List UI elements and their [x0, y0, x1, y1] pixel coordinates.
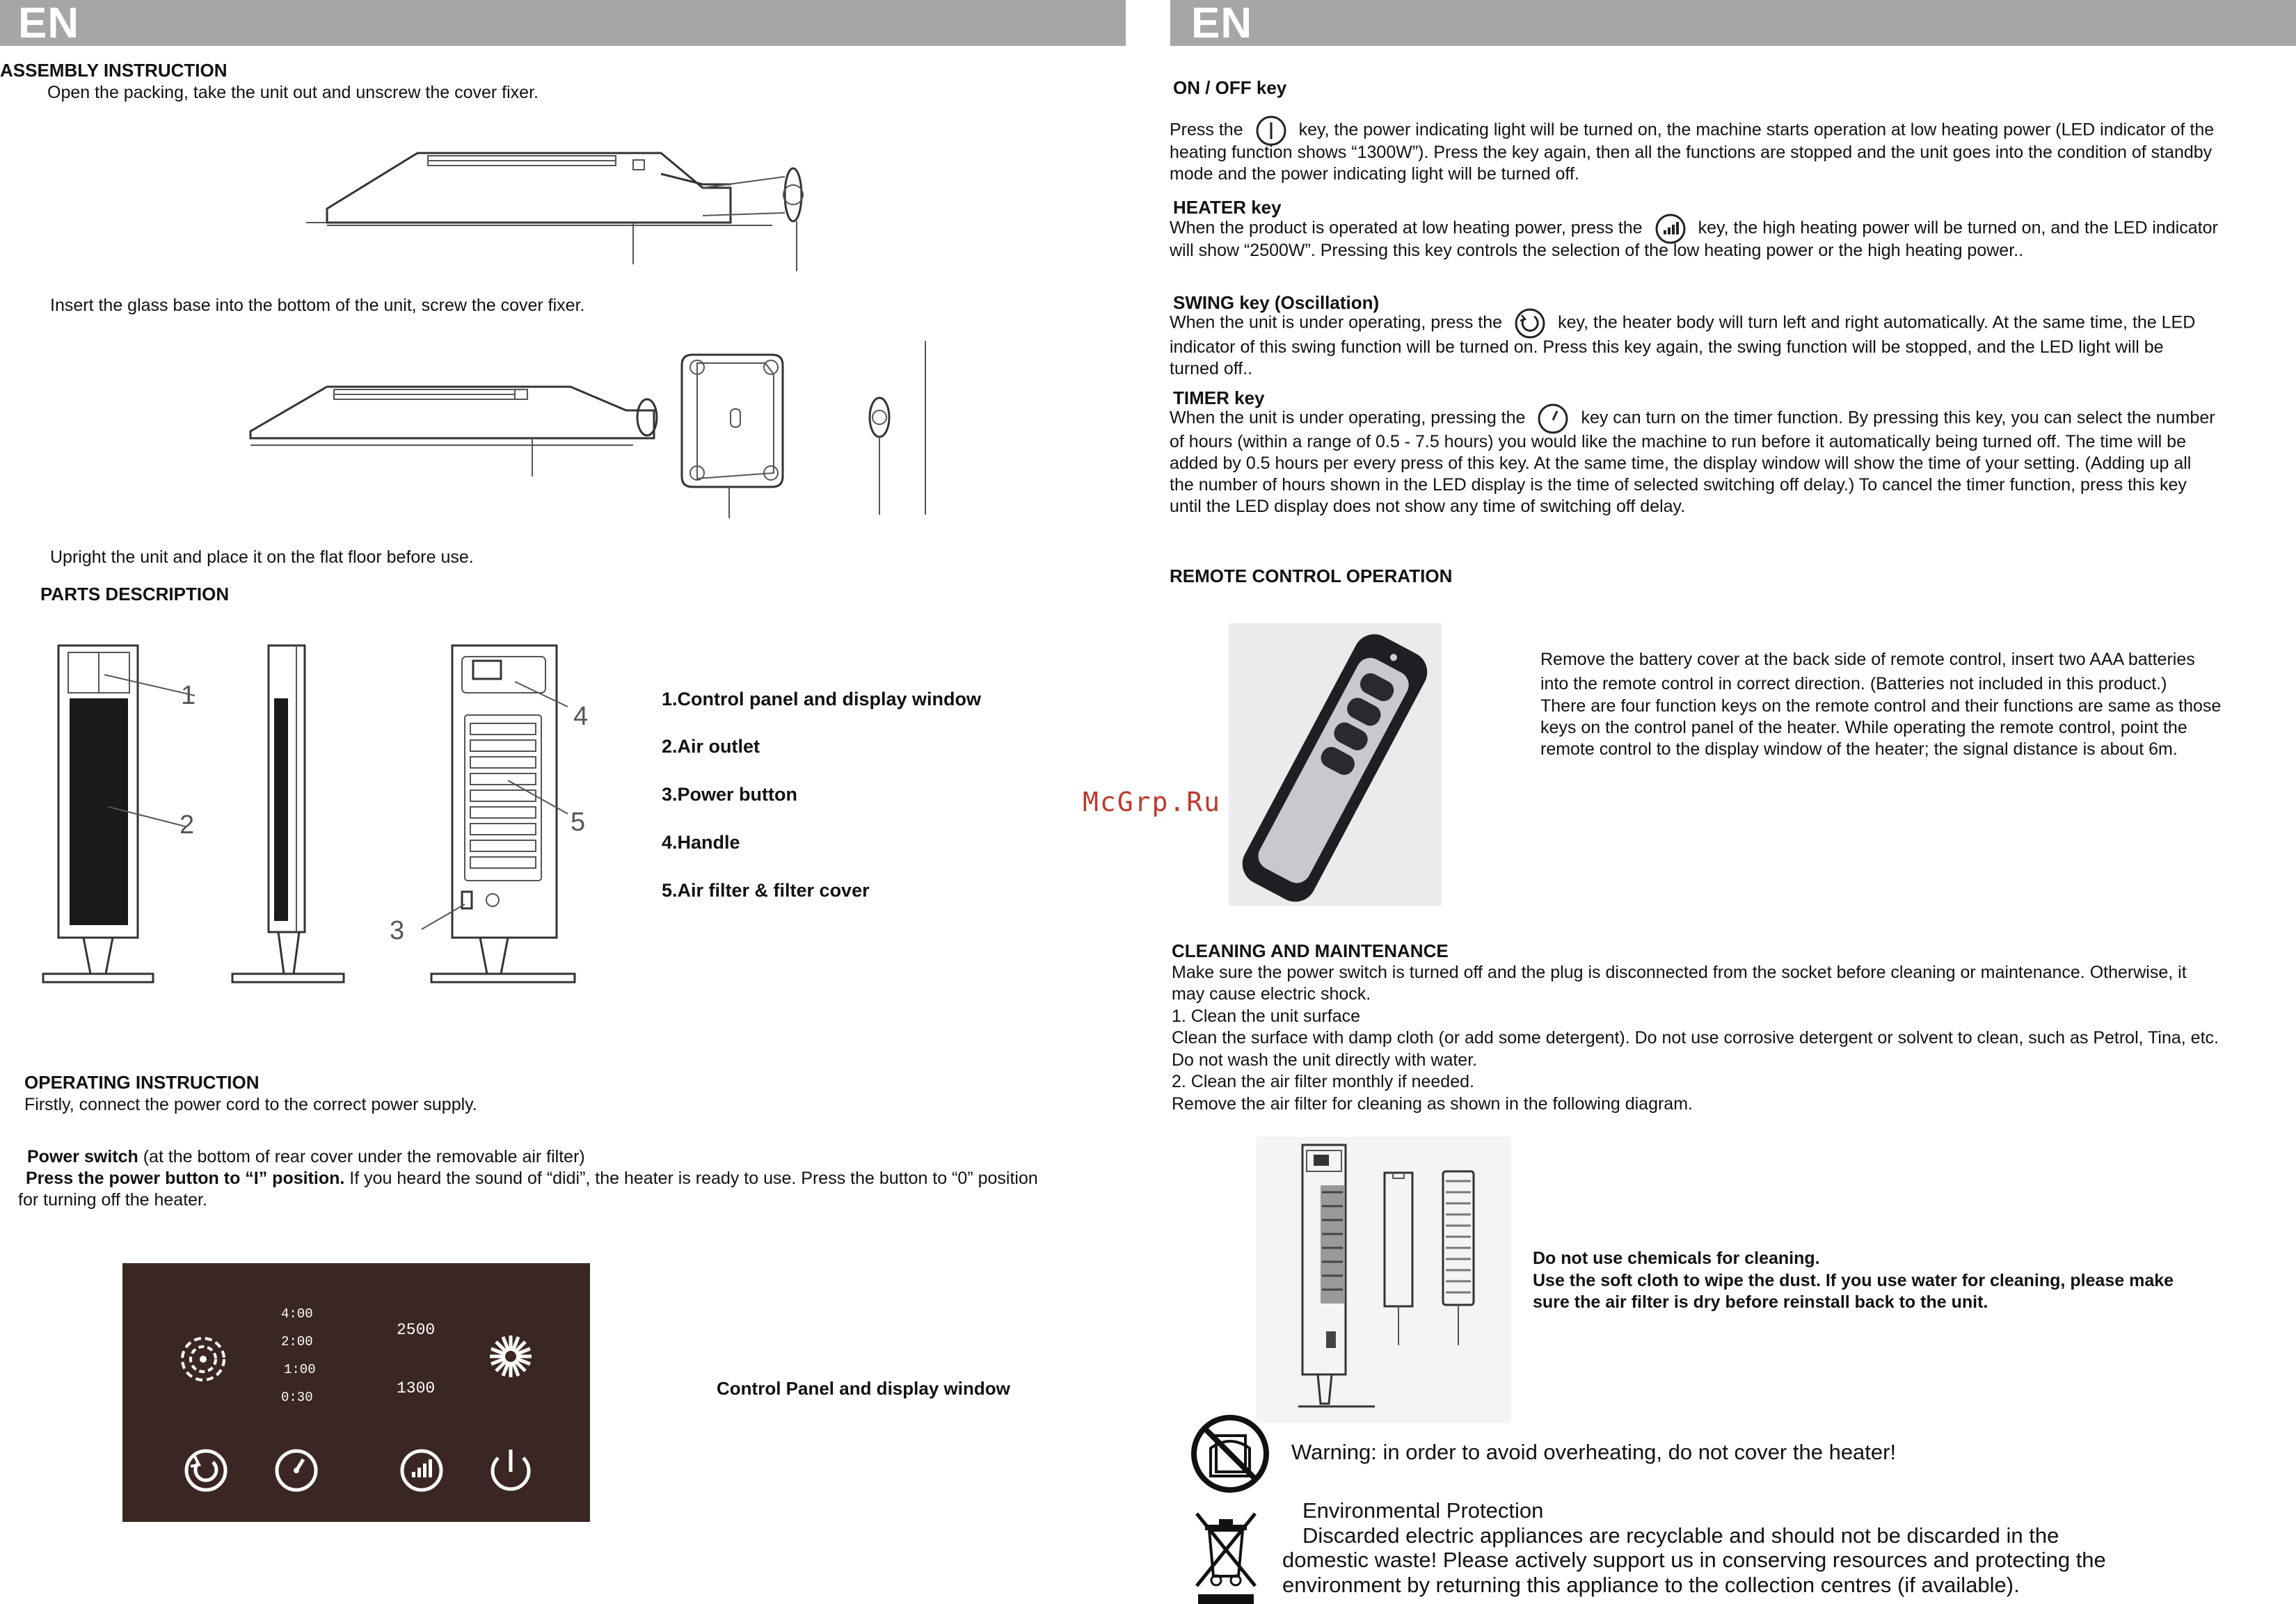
timer-post: key can turn on the timer function. By pressing this key, you can select the number	[1581, 408, 2215, 428]
power-level-low: 1300	[397, 1379, 436, 1397]
part-label-5: 5.Air filter & filter cover	[662, 880, 870, 901]
part-label-4: 4.Handle	[662, 832, 740, 853]
cleaning-line-7: Remove the air filter for cleaning as shown in the following diagram.	[1172, 1094, 1693, 1114]
cleaning-line-1: Make sure the power switch is turned off and the plug is disconnected from the socket before cleaning or maintenance. Otherwise, it	[1172, 963, 2187, 982]
remote-line-4: keys on the control panel of the heater. While operating the remote control, point the	[1540, 718, 2187, 737]
timer-key-icon	[1536, 402, 1570, 435]
callout-5: 5	[571, 808, 586, 837]
cleaning-warning-1: Do not use chemicals for cleaning.	[1533, 1249, 1820, 1268]
filter-grille	[470, 723, 536, 868]
part-label-2: 2.Air outlet	[662, 736, 760, 757]
assembly-figure-1	[299, 146, 856, 278]
filter-removal-figure	[1257, 1137, 1511, 1423]
callout-3: 3	[390, 916, 405, 945]
env-line-3: environment by returning this appliance to the collection centres (if available).	[1282, 1573, 2020, 1597]
press-power-continued: for turning off the heater.	[18, 1190, 207, 1210]
timer-value-1: 4:00	[281, 1306, 313, 1322]
heater-title: HEATER key	[1173, 197, 1282, 218]
cleaning-line-4: Clean the surface with damp cloth (or add some detergent). Do not use corrosive detergent or solvent to clean, such as Petrol, Tina, etc.	[1172, 1028, 2219, 1048]
cleaning-warning-2: Use the soft cloth to wipe the dust. If you use water for cleaning, please make	[1533, 1271, 2174, 1290]
assembly-step-3: Upright the unit and place it on the flat floor before use.	[50, 547, 474, 567]
onoff-line-3: mode and the power indicating light will be turned off.	[1170, 164, 1579, 184]
left-header-bar	[0, 0, 1126, 46]
remote-line-3: There are four function keys on the remote control and their functions are same as those	[1540, 696, 2222, 716]
press-power-line	[26, 1168, 1038, 1190]
operating-line-1: Firstly, connect the power cord to the correct power supply.	[24, 1095, 477, 1114]
onoff-post: key, the power indicating light will be turned on, the machine starts operation at low heating power (LED indicator of the	[1298, 120, 2215, 140]
timer-line-2: of hours (within a range of 0.5 - 7.5 hours) you would like the machine to run before it automatically being turned off. The time will be	[1170, 432, 2186, 451]
heater-line-2: will show “2500W”. Pressing this key controls the selection of the low heating power or the high heating power..	[1170, 241, 2024, 260]
callout-4: 4	[573, 702, 589, 731]
remote-line-2: into the remote control in correct direction. (Batteries not included in this product.)	[1540, 674, 2167, 693]
power-switch-label: Power switch	[27, 1147, 138, 1166]
timer-value-2: 2:00	[281, 1334, 313, 1349]
right-header-bar	[1170, 0, 2296, 46]
overheat-warning: Warning: in order to avoid overheating, do not cover the heater!	[1291, 1440, 1897, 1464]
parts-title: PARTS DESCRIPTION	[40, 584, 230, 604]
heater-post: key, the high heating power will be turned on, and the LED indicator	[1698, 218, 2218, 238]
remote-control-photo	[1229, 623, 1442, 906]
assembly-figure-2	[230, 341, 939, 522]
cleaning-warning-3: sure the air filter is dry before reinstall back to the unit.	[1533, 1292, 1988, 1312]
assembly-step-2: Insert the glass base into the bottom of the unit, screw the cover fixer.	[50, 296, 585, 315]
watermark: McGrp.Ru	[1083, 787, 1222, 817]
heater-pre: When the product is operated at low heating power, press the	[1170, 218, 1643, 238]
timer-value-4: 0:30	[281, 1390, 313, 1405]
part-label-1: 1.Control panel and display window	[662, 689, 982, 709]
do-not-cover-icon	[1190, 1413, 1270, 1494]
cleaning-line-6: 2. Clean the air filter monthly if needed.	[1172, 1072, 1474, 1091]
press-power-rest: If you heard the sound of “didi”, the heater is ready to use. Press the button to “0” position	[344, 1169, 1038, 1188]
swing-pre: When the unit is under operating, press the	[1170, 312, 1503, 332]
callout-1: 1	[181, 681, 196, 710]
cleaning-title: CLEANING AND MAINTENANCE	[1172, 940, 1449, 961]
timer-title: TIMER key	[1173, 387, 1265, 408]
swing-line-3: turned off..	[1170, 359, 1253, 378]
timer-line-5: until the LED display does not show any time of switching off delay.	[1170, 497, 1686, 516]
swing-post: key, the heater body will turn left and right automatically. At the same time, the LED	[1558, 312, 2196, 332]
timer-value-3: 1:00	[284, 1362, 316, 1377]
operating-title: OPERATING INSTRUCTION	[24, 1072, 260, 1093]
assembly-title: ASSEMBLY INSTRUCTION	[0, 60, 228, 81]
power-switch-line	[27, 1146, 585, 1169]
right-language-label: EN	[1191, 0, 1253, 47]
swing-line-2: indicator of this swing function will be turned on. Press this key again, the swing function will be stopped, and the LED light will be	[1170, 337, 2164, 357]
left-language-label: EN	[18, 0, 80, 47]
onoff-line-2: heating function shows “1300W”). Press the key again, then all the functions are stopped and the unit goes into the condition of standby	[1170, 143, 2213, 162]
timer-pre: When the unit is under operating, pressing the	[1170, 408, 1526, 428]
remote-title: REMOTE CONTROL OPERATION	[1170, 566, 1453, 586]
swing-title: SWING key (Oscillation)	[1173, 292, 1380, 313]
cleaning-line-5: Do not wash the unit directly with water.	[1172, 1050, 1478, 1070]
recycle-bin-icon	[1191, 1509, 1261, 1604]
assembly-step-1: Open the packing, take the unit out and unscrew the cover fixer.	[47, 83, 539, 102]
env-line-1: Discarded electric appliances are recyclable and should not be discarded in the	[1302, 1523, 2059, 1548]
parts-figure	[28, 626, 640, 1002]
timer-line-4: the number of hours shown in the LED display is the time of selected switching off delay.) To cancel the timer function, press this key	[1170, 475, 2187, 495]
env-line-2: domestic waste! Please actively support us in conserving resources and protecting the	[1282, 1548, 2106, 1572]
remote-line-1: Remove the battery cover at the back side of remote control, insert two AAA batteries	[1540, 650, 2195, 669]
power-level-high: 2500	[397, 1321, 436, 1339]
control-panel-caption: Control Panel and display window	[717, 1378, 1010, 1399]
cleaning-line-3: 1. Clean the unit surface	[1172, 1006, 1360, 1026]
onoff-title: ON / OFF key	[1173, 77, 1287, 98]
control-panel-display	[122, 1263, 590, 1522]
timer-line-1	[1170, 402, 2215, 435]
press-power-bold: Press the power button to “I” position.	[26, 1169, 345, 1188]
swing-key-icon	[1513, 307, 1547, 340]
callout-2: 2	[180, 810, 195, 840]
onoff-pre: Press the	[1170, 120, 1243, 140]
heater-fan-icon	[490, 1336, 532, 1377]
part-label-3: 3.Power button	[662, 784, 797, 805]
env-title: Environmental Protection	[1302, 1498, 1544, 1523]
cleaning-line-2: may cause electric shock.	[1172, 984, 1371, 1004]
power-switch-note: (at the bottom of rear cover under the removable air filter)	[138, 1147, 585, 1166]
remote-line-5: remote control to the display window of the heater; the signal distance is about 6m.	[1540, 739, 2178, 759]
timer-line-3: added by 0.5 hours per every press of this key. At the same time, the display window will show the time of your setting. (Adding up all	[1170, 454, 2192, 473]
swing-line-1	[1170, 307, 2195, 340]
